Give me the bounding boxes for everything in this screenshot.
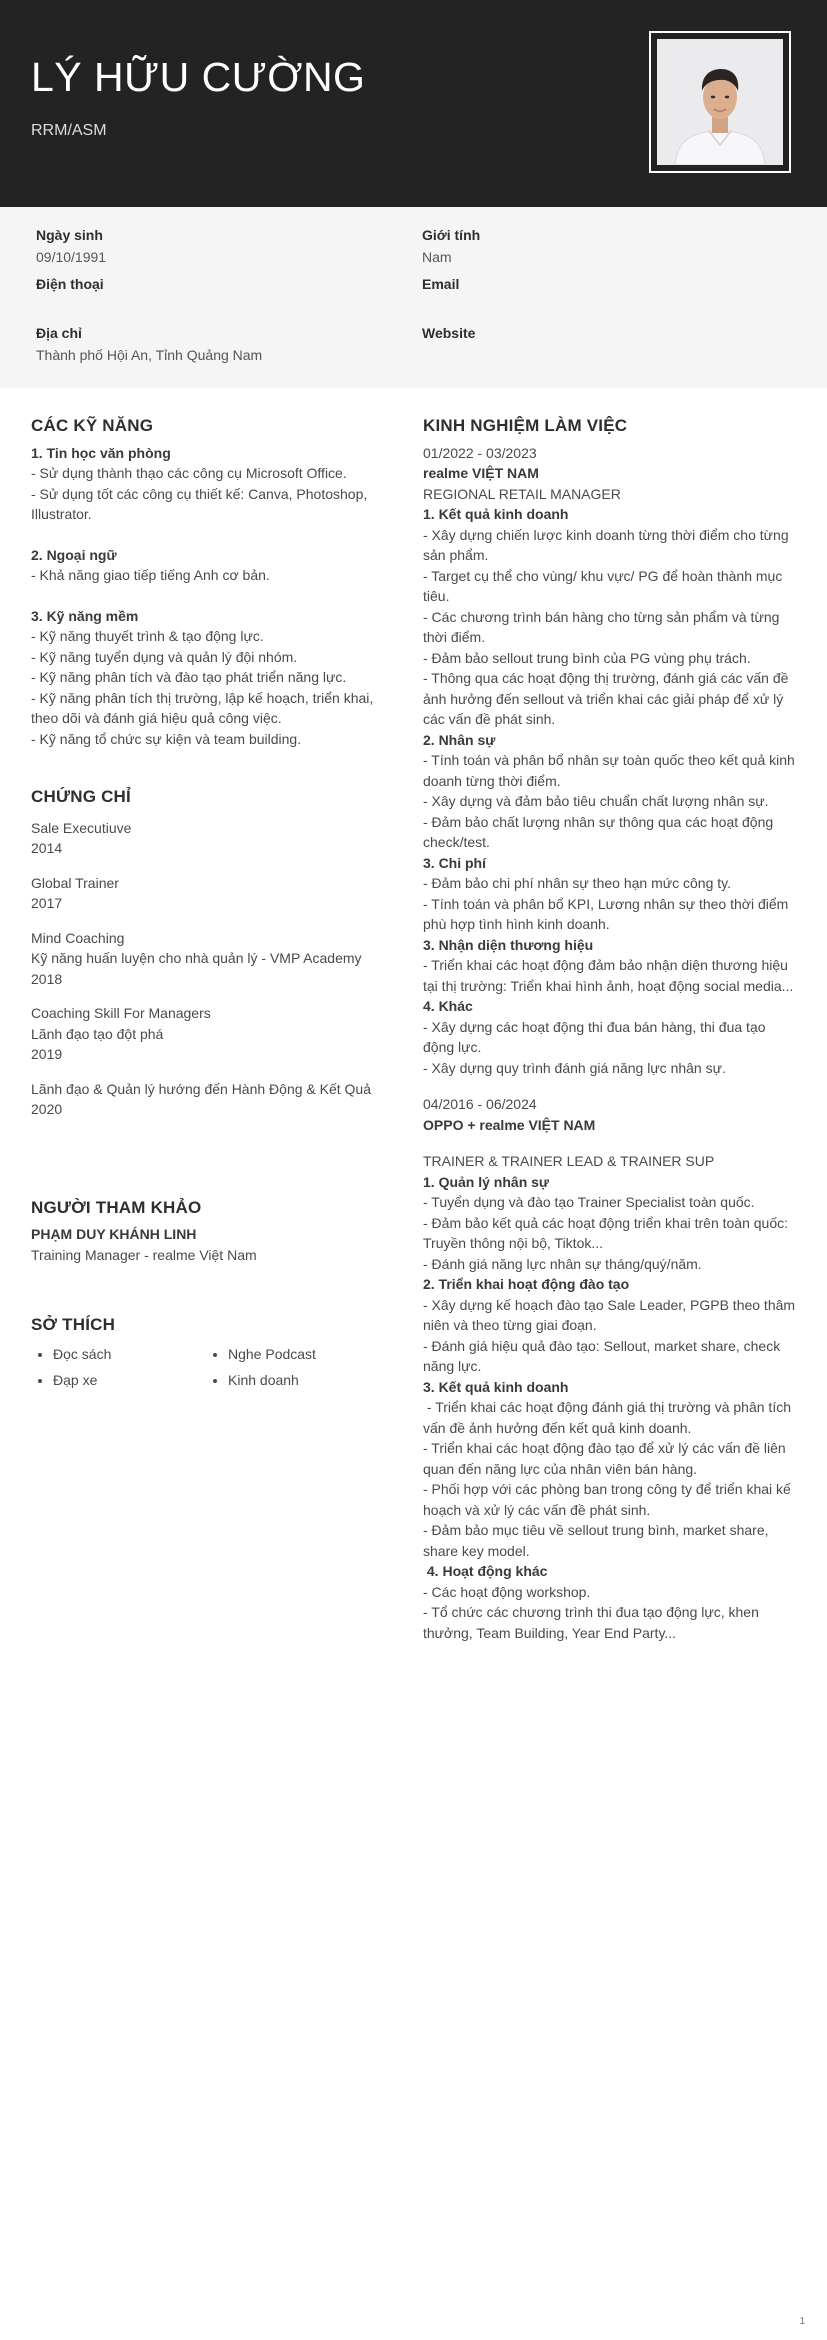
page-number: 1 (799, 2316, 805, 2327)
personal-info-band (0, 207, 827, 388)
certificate-item (31, 1079, 383, 1120)
address-label: Địa chỉ (36, 325, 82, 341)
skill-group-heading: 2. Ngoại ngữ (31, 546, 117, 563)
job-position: REGIONAL RETAIL MANAGER (423, 485, 621, 502)
skill-line: - Kỹ năng tuyển dụng và quản lý đội nhóm. (31, 648, 298, 665)
job-line: - Đảm bảo chất lượng nhân sự thông qua các hoạt động check/test. (423, 813, 774, 850)
certificate-year: 2018 (31, 970, 63, 987)
certificate-name: Sale Executiuve (31, 819, 132, 836)
job-line: - Xây dựng quy trình đánh giá năng lực nhân sự. (423, 1059, 726, 1076)
hobbies-list (31, 1344, 383, 1391)
certificate-name: Lãnh đạo & Quản lý hướng đến Hành Động & Kết Quả (31, 1080, 372, 1097)
gender-value: Nam (422, 249, 452, 265)
job-line: - Đánh giá hiệu quả đào tạo: Sellout, market share, check năng lực. (423, 1337, 781, 1374)
hobby-item: • Nghe Podcast (228, 1344, 403, 1365)
skill-line: - Kỹ năng phân tích thị trường, lập kế hoạch, triển khai, theo dõi và đánh giá hiệu quả công việc. (31, 689, 374, 726)
gender-label: Giới tính (422, 227, 481, 243)
skill-line: - Sử dụng tốt các công cụ thiết kế: Canva, Photoshop, Illustrator. (31, 485, 368, 522)
certificate-name: Mind Coaching (31, 929, 125, 946)
reference-position: Training Manager - realme Việt Nam (31, 1246, 257, 1263)
job-line: - Tính toán và phân bổ nhân sự toàn quốc theo kết quả kinh doanh từng thời điểm. (423, 752, 795, 789)
skill-group-heading: 3. Kỹ năng mềm (31, 607, 139, 624)
job-line: - Đảm bảo mục tiêu về sellout trung bình, market share, share key model. (423, 1522, 769, 1559)
job-line: - Triển khai các hoạt động đào tạo để xử lý các vấn đề liên quan đến năng lực của nhân viên bán hàng. (423, 1440, 786, 1477)
hobbies-title: SỞ THÍCH (31, 1315, 116, 1334)
hobby-item: • Đạp xe (53, 1370, 228, 1391)
job-line: - Các hoạt động workshop. (423, 1583, 591, 1600)
certificate-year: 2014 (31, 840, 63, 856)
job-line: - Xây dựng và đảm bảo tiêu chuẩn chất lượng nhân sự. (423, 793, 769, 809)
skill-group-heading: 1. Tin học văn phòng (31, 444, 171, 461)
certificate-item (31, 818, 383, 859)
address-block (36, 325, 262, 364)
skill-line: - Kỹ năng tổ chức sự kiện và team building. (31, 730, 302, 747)
job-entry (423, 1094, 797, 1643)
job-line: - Tổ chức các chương trình thi đua tạo động lực, khen thưởng, Team Building, Year End Party... (423, 1604, 759, 1641)
certificate-year: 2020 (31, 1101, 63, 1117)
job-line: - Triển khai các hoạt động đánh giá thị trường và phân tích vấn đề ảnh hưởng đến kết quả kinh doanh. (423, 1399, 795, 1436)
job-section-heading: 1. Kết quả kinh doanh (423, 506, 569, 522)
profile-photo (657, 39, 783, 165)
job-period: 01/2022 - 03/2023 (423, 444, 537, 461)
certificate-year: 2019 (31, 1046, 63, 1062)
job-line: - Target cụ thể cho vùng/ khu vực/ PG để hoàn thành mục tiêu. (423, 567, 783, 604)
skills-section (31, 416, 383, 749)
job-period: 04/2016 - 06/2024 (423, 1096, 537, 1112)
email-label: Email (422, 276, 460, 292)
job-line: - Thông qua các hoạt động thị trường, đánh giá các vấn đề ảnh hưởng đến sellout và triển khai các giải pháp để xử lý các vấn đề phát sinh. (423, 670, 789, 727)
certificate-item (31, 928, 383, 990)
dob-label: Ngày sinh (36, 227, 103, 243)
skill-line: - Kỹ năng phân tích và đào tạo phát triển năng lực. (31, 669, 347, 685)
job-line: - Xây dựng chiến lược kinh doanh từng thời điểm cho từng sản phẩm. (423, 526, 789, 563)
website-label: Website (422, 325, 476, 341)
references-title: NGƯỜI THAM KHẢO (31, 1197, 202, 1217)
job-section-heading: 2. Triển khai hoạt động đào tạo (423, 1276, 630, 1292)
job-section-heading: 2. Nhân sự (423, 731, 496, 748)
job-line: - Đảm bảo chi phí nhân sự theo hạn mức công ty. (423, 875, 731, 891)
certificate-year: 2017 (31, 895, 63, 911)
job-company: realme VIỆT NAM (423, 465, 539, 481)
job-section-heading: 1. Quản lý nhân sự (423, 1173, 550, 1190)
experience-title: KINH NGHIỆM LÀM VIỆC (423, 416, 628, 435)
certificate-detail: Kỹ năng huấn luyện cho nhà quản lý - VMP Academy (31, 950, 362, 966)
job-line: - Xây dựng kế hoạch đào tạo Sale Leader, PGPB theo thâm niên và theo từng giai đoạn. (423, 1296, 796, 1333)
phone-block (36, 276, 104, 292)
right-column (423, 416, 797, 1643)
certificate-item (31, 1003, 383, 1065)
header-band (0, 0, 827, 207)
certificate-item (31, 873, 383, 914)
job-line: - Tuyển dụng và đào tạo Trainer Specialist toàn quốc. (423, 1194, 755, 1210)
skill-line: - Sử dụng thành thạo các công cụ Microsoft Office. (31, 465, 347, 481)
website-block (422, 325, 475, 341)
references-section (31, 1198, 383, 1266)
profile-photo-frame (649, 31, 791, 173)
address-value: Thành phố Hội An, Tỉnh Quảng Nam (36, 347, 263, 363)
job-section-heading: 3. Nhận diện thương hiệu (423, 936, 594, 953)
certificate-name: Global Trainer (31, 874, 119, 891)
gender-block (422, 227, 480, 266)
hobby-item: • Đọc sách (53, 1344, 228, 1365)
email-block (422, 276, 459, 292)
skills-title: CÁC KỸ NĂNG (31, 416, 154, 435)
phone-label: Điện thoại (36, 276, 104, 292)
job-line: - Đảm bảo kết quả các hoạt động triển khai trên toàn quốc: Truyền thông nội bộ, Tiktok... (423, 1214, 789, 1251)
hobby-item: • Kinh doanh (228, 1370, 403, 1391)
job-line: - Triển khai các hoạt động đảm bảo nhận diện thương hiệu tại thị trường: Triển khai hình ảnh, hoạt động social media... (423, 957, 794, 994)
person-portrait-icon (657, 39, 783, 165)
dob-block (36, 227, 106, 266)
job-line: - Phối hợp với các phòng ban trong công ty để triển khai kế hoạch và xử lý các vấn đề phát sinh. (423, 1481, 791, 1518)
candidate-role: RRM/ASM (31, 122, 107, 139)
job-entry (423, 443, 797, 1079)
hobbies-section (31, 1315, 383, 1391)
job-line: - Tính toán và phân bổ KPI, Lương nhân sự theo thời điểm phù hợp tình hình kinh doanh. (423, 895, 789, 932)
job-line: - Các chương trình bán hàng cho từng sản phẩm và từng thời điểm. (423, 608, 780, 645)
job-section-heading: 3. Chi phí (423, 854, 486, 871)
skill-line: - Khả năng giao tiếp tiếng Anh cơ bản. (31, 567, 270, 583)
job-company: OPPO + realme VIỆT NAM (423, 1116, 596, 1133)
job-position: TRAINER & TRAINER LEAD & TRAINER SUP (423, 1153, 715, 1169)
job-section-heading: 4. Hoạt động khác (423, 1563, 548, 1579)
dob-value: 09/10/1991 (36, 249, 107, 265)
certificate-name: Coaching Skill For Managers (31, 1005, 211, 1021)
skill-line: - Kỹ năng thuyết trình & tạo động lực. (31, 628, 264, 644)
reference-name: PHẠM DUY KHÁNH LINH (31, 1226, 197, 1242)
certificates-title: CHỨNG CHỈ (31, 787, 131, 806)
job-section-heading: 4. Khác (423, 998, 473, 1014)
left-column (31, 416, 383, 1391)
job-line: - Xây dựng các hoạt động thi đua bán hàng, thi đua tạo động lực. (423, 1018, 766, 1055)
certificate-detail: Lãnh đạo tạo đột phá (31, 1025, 164, 1042)
job-section-heading: 3. Kết quả kinh doanh (423, 1378, 569, 1395)
certificates-section (31, 787, 383, 1120)
job-line: - Đánh giá năng lực nhân sự tháng/quý/năm. (423, 1255, 702, 1272)
candidate-name: LÝ HỮU CƯỜNG (31, 54, 366, 100)
job-line: - Đảm bảo sellout trung bình của PG vùng phụ trách. (423, 649, 751, 666)
